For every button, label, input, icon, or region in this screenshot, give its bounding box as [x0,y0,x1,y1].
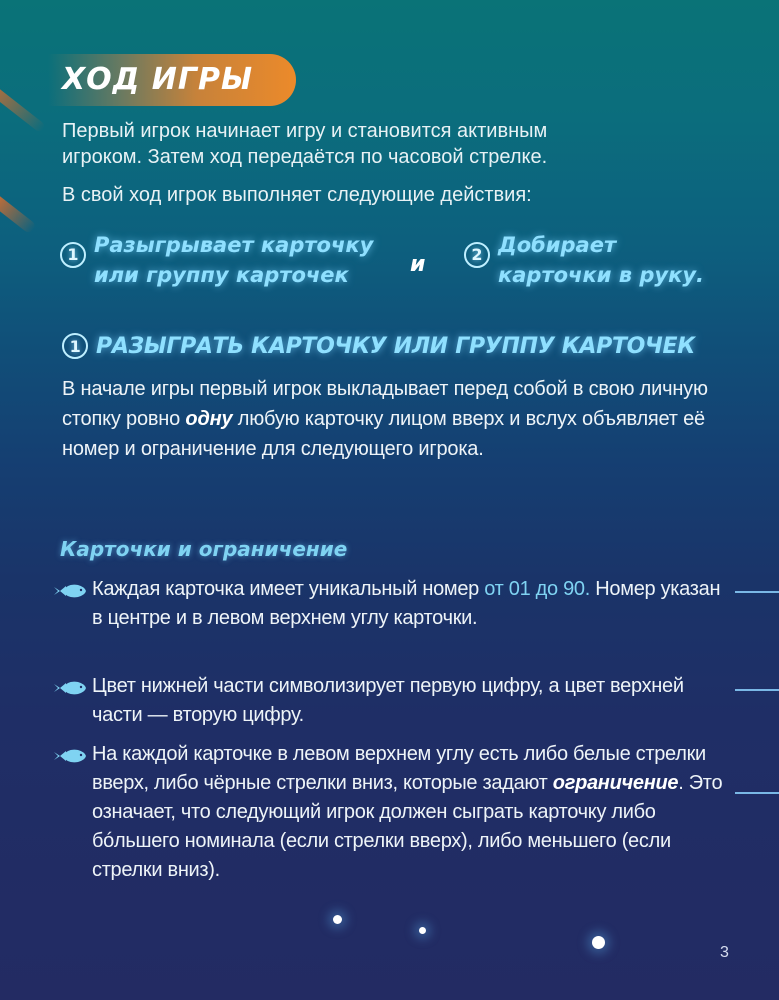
intro-line-2: игроком. Затем ход передаётся по часовой стрелке. [62,146,548,168]
bullet-text-1 [92,575,732,633]
bullet-3-emphasis: ограничение [552,772,679,794]
step-1-number-icon: 1 [60,242,86,268]
bullet-text-2: Цвет нижней части символизирует первую цифру, а цвет верхней части — вторую цифру. [92,675,684,726]
step-1-line-2: или группу карточек [94,263,349,287]
step-1 [60,230,373,290]
list-item [52,740,732,885]
decorative-streak-top [0,76,46,133]
connector-line-3 [735,792,779,794]
section-body [62,374,722,464]
star-decoration [592,936,605,949]
subsection-heading: Карточки и ограничение [60,537,348,561]
bullet-1-range: от 01 до 90. [484,578,591,600]
conjunction-and: и [410,252,426,277]
fish-icon [52,744,88,768]
step-2-line-2: карточки в руку. [498,263,704,287]
connector-line-1 [735,591,779,593]
intro-line-1: Первый игрок начинает игру и становится активным [62,120,548,142]
connector-line-2 [735,689,779,691]
section-body-text-2: любую карточку лицом вверх и вслух объявляет её номер и ограничение для следующего игрока. [62,408,705,460]
fish-icon [52,676,88,700]
title-banner [48,54,296,106]
list-item [52,575,732,633]
step-2-line-1: Добирает [498,233,617,257]
section-heading-text: РАЗЫГРАТЬ КАРТОЧКУ ИЛИ ГРУППУ КАРТОЧЕК [96,333,695,359]
star-decoration [333,915,342,924]
list-item [52,672,732,730]
bullet-1-text-2: Номер указан в центре и в левом верхнем углу карточки. [92,578,721,629]
section-heading [62,333,695,359]
intro-line-3: В свой ход игрок выполняет следующие действия: [62,184,532,206]
bullet-3-text-2: . Это означает, что следующий игрок должен сыграть карточку либо бóльшего номинала (если стрелки вверх), либо меньшего (если стрелки вниз). [92,772,723,881]
step-2-number-icon: 2 [464,242,490,268]
page-number: 3 [720,944,729,961]
section-body-text-1: В начале игры первый игрок выкладывает перед собой в свою личную стопку ровно [62,378,708,430]
star-decoration [419,927,426,934]
fish-icon [52,579,88,603]
bullet-text-3 [92,740,732,885]
section-number-icon: 1 [62,333,88,359]
bullet-3-text: На каждой карточке в левом верхнем углу есть либо белые стрелки вверх, либо чёрные стрелки вниз, которые задают [92,743,706,794]
bullet-1-text: Каждая карточка имеет уникальный номер [92,578,485,600]
section-body-emphasis: одну [185,408,233,430]
step-2 [464,230,704,290]
page-title: ХОД ИГРЫ [62,62,254,97]
decorative-streak-bottom [0,191,37,234]
step-1-line-1: Разыгрывает карточку [94,233,374,257]
